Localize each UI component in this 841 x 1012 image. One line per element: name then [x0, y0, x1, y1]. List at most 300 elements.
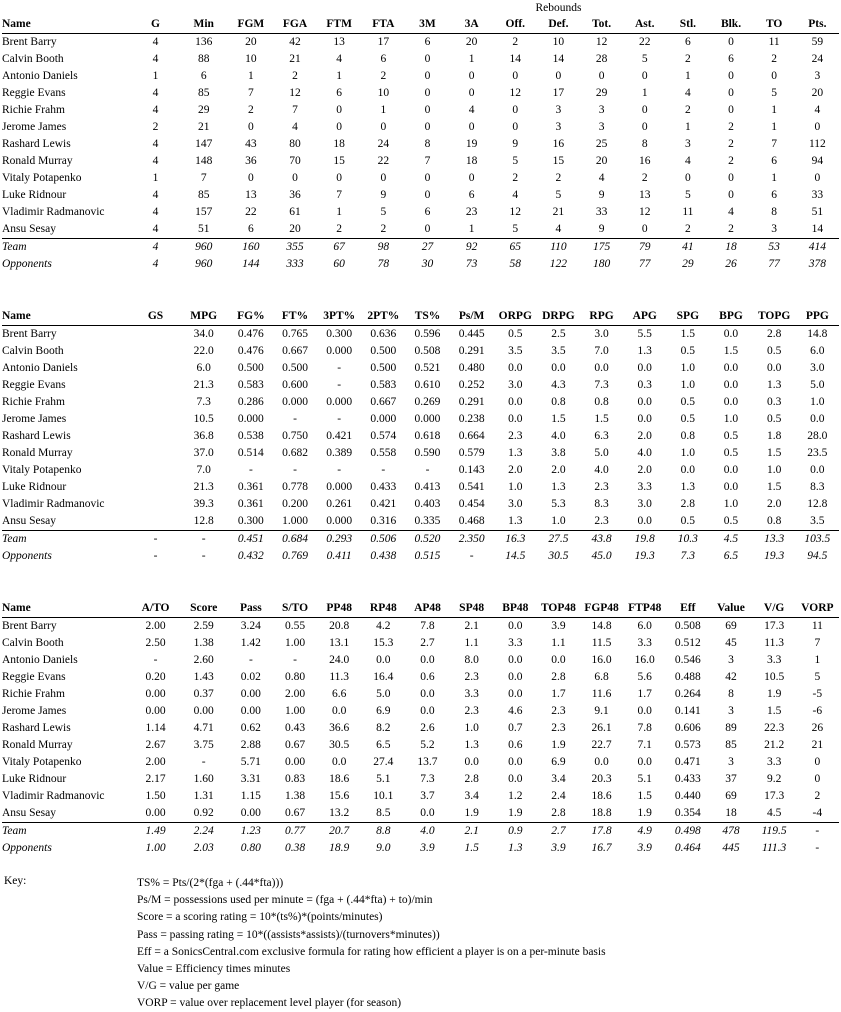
stat-cell: 0	[598, 70, 605, 82]
stat-cell: 0	[424, 121, 431, 133]
stat-cell: 2.5	[551, 328, 566, 340]
stat-cell: 0.252	[458, 379, 485, 391]
stat-cell: 11	[682, 206, 694, 218]
stat-cell: 3.7	[420, 790, 435, 802]
stat-cell: 103.5	[804, 533, 831, 545]
stat-cell: 0.6	[420, 671, 435, 683]
stat-cell: 85	[197, 87, 210, 99]
stat-cell: 5	[555, 189, 562, 201]
stat-cell: 19.8	[634, 533, 655, 545]
stat-cell: 2.1	[464, 825, 479, 837]
stat-cell: 136	[195, 36, 213, 48]
stat-cell: 22.3	[764, 722, 785, 734]
stat-cell: 1.50	[145, 790, 166, 802]
stat-cell: 17	[377, 36, 390, 48]
stat-cell: 51	[811, 206, 824, 218]
stat-cell: 20	[595, 155, 608, 167]
stat-cell: 92	[465, 241, 478, 253]
stat-cell: 5.0	[594, 447, 609, 459]
key-definition: V/G = value per game	[137, 980, 240, 993]
stat-cell: 0.92	[179, 805, 229, 823]
stat-cell: 4	[152, 206, 159, 218]
stat-cell: 4	[152, 241, 159, 253]
player-name: Brent Barry	[2, 36, 57, 48]
stat-cell: 0.0	[637, 705, 652, 717]
team-total-row	[2, 239, 839, 257]
stat-cell: 2	[666, 221, 709, 239]
column-header: PPG	[796, 308, 839, 326]
stat-cell: 5.3	[551, 498, 566, 510]
stat-cell: 0.0	[508, 671, 523, 683]
stat-cell: 2.3	[508, 430, 523, 442]
stat-cell: 0.00	[145, 705, 166, 717]
stat-cell: 20.7	[329, 825, 350, 837]
stat-cell: 0.0	[637, 413, 652, 425]
column-header: Ps/M	[450, 308, 494, 326]
player-row	[2, 445, 839, 462]
stat-cell: 0.0	[766, 362, 782, 374]
stat-cell: 122	[549, 258, 568, 270]
stat-cell: 1.5	[766, 481, 782, 493]
stat-cell: 1.0	[537, 513, 580, 531]
stat-cell: 0	[555, 70, 562, 82]
stat-cell: 5.71	[240, 756, 261, 768]
stat-cell: 0.000	[237, 413, 264, 425]
stat-cell: -	[201, 756, 206, 768]
stat-cell	[132, 360, 178, 377]
stat-cell: 1.0	[723, 413, 739, 425]
per-game-stats-table	[2, 308, 839, 565]
stat-cell: 36	[289, 189, 301, 201]
stat-cell: 33	[811, 189, 824, 201]
stat-cell: 79	[638, 241, 651, 253]
key-label: Key:	[4, 875, 27, 887]
stat-cell: 0.8	[753, 513, 796, 531]
stat-cell: 16.0	[634, 654, 655, 666]
stat-cell: 2	[728, 138, 734, 150]
stat-cell: 1	[380, 104, 387, 116]
stat-cell: 1.5	[551, 413, 566, 425]
stat-cell: 27	[421, 241, 434, 253]
stat-cell: 9	[598, 189, 605, 201]
stat-cell: 0	[814, 773, 821, 785]
stat-cell: 0.778	[282, 481, 308, 493]
stat-cell: 0	[728, 104, 734, 116]
stat-cell: 0.574	[370, 430, 397, 442]
stat-cell: 3	[598, 121, 605, 133]
stat-cell: 25	[595, 138, 608, 150]
stat-cell: 6.0	[637, 620, 652, 632]
stat-cell: 9.2	[766, 773, 782, 785]
stat-cell: 1.5	[766, 705, 782, 717]
stat-cell	[132, 411, 178, 428]
advanced-stats-table	[2, 600, 839, 857]
stat-cell: 0.445	[458, 328, 485, 340]
stat-cell: -	[815, 825, 820, 837]
stat-cell: 960	[195, 241, 213, 253]
stat-cell: 15.6	[329, 790, 350, 802]
stat-cell: 2	[361, 221, 405, 239]
stat-cell: 112	[808, 138, 826, 150]
stat-cell: 0.600	[282, 379, 308, 391]
stat-cell: 0	[424, 172, 431, 184]
stat-cell: 2	[292, 70, 298, 82]
stat-cell: 4	[152, 53, 159, 65]
player-row	[2, 635, 839, 652]
key-definition: Pass = passing rating = 10*((assists*assists)/(turnovers*minutes))	[137, 928, 440, 941]
stat-cell: 0.750	[282, 430, 308, 442]
player-name: Vladimir Radmanovic	[2, 498, 105, 510]
stat-cell: 4.0	[594, 464, 609, 476]
stat-cell: 11	[768, 36, 780, 48]
player-name: Rashard Lewis	[2, 430, 71, 442]
stat-cell: 4.9	[637, 825, 652, 837]
stat-cell: 13.1	[329, 637, 350, 649]
stat-cell: 1.8	[766, 430, 782, 442]
stat-cell: 5.5	[637, 328, 652, 340]
stat-cell: 22	[638, 36, 651, 48]
stat-cell: 0.0	[551, 654, 566, 666]
stat-cell: 1	[771, 104, 778, 116]
stat-cell: 77	[638, 258, 651, 270]
stat-cell: 21.3	[193, 481, 214, 493]
column-header: BPG	[709, 308, 752, 326]
stat-cell: 7	[200, 172, 207, 184]
stat-cell: 0.0	[723, 379, 739, 391]
stat-cell: -	[337, 464, 342, 476]
stat-cell: 0.0	[508, 756, 523, 768]
player-row	[2, 170, 839, 187]
stat-cell: 0.500	[237, 362, 264, 374]
stat-cell: -	[337, 413, 342, 425]
stat-cell: 19.3	[764, 550, 785, 562]
stat-cell: 1.0	[680, 362, 696, 374]
stat-cell: 0.451	[237, 533, 264, 545]
stat-cell: 0.0	[508, 396, 523, 408]
stat-cell: 3.9	[551, 842, 566, 854]
column-header: FGA	[273, 16, 317, 34]
player-name: Vitaly Potapenko	[2, 756, 82, 768]
stat-cell: 4	[684, 155, 691, 167]
stat-cell: 2.3	[551, 705, 566, 717]
stat-cell: 378	[808, 258, 826, 270]
stat-cell: 0	[424, 53, 431, 65]
stat-cell: 4.5	[753, 805, 796, 823]
stat-cell: -5	[812, 688, 823, 700]
stat-cell: -	[815, 842, 820, 854]
stat-cell: 2.50	[145, 637, 166, 649]
key-definition: Ps/M = possessions used per minute = (fga + (.44*fta) + to)/min	[137, 894, 433, 907]
player-row	[2, 34, 839, 52]
stat-cell: 960	[195, 258, 213, 270]
stat-cell: 0	[424, 104, 431, 116]
stat-cell: 0.512	[674, 637, 701, 649]
stat-cell: 0	[336, 104, 343, 116]
stat-cell	[132, 496, 178, 513]
stat-cell: 0.583	[370, 379, 397, 391]
stat-cell: 23	[465, 206, 478, 218]
stat-cell: 1.38	[193, 637, 214, 649]
column-header: Pass	[229, 600, 273, 618]
player-name: Richie Frahm	[2, 396, 65, 408]
stat-cell: 1.60	[193, 773, 214, 785]
stat-cell: 4	[152, 104, 159, 116]
player-name: Brent Barry	[2, 620, 57, 632]
stat-cell: 2.00	[145, 620, 166, 632]
stat-cell: 144	[242, 258, 260, 270]
stat-cell: 6.6	[331, 688, 347, 700]
stat-cell: 4.0	[420, 825, 435, 837]
stat-cell: 11.5	[591, 637, 612, 649]
stat-cell: 5.0	[810, 379, 825, 391]
stat-cell: 18	[465, 155, 478, 167]
stat-cell: 4	[598, 172, 605, 184]
stat-cell: 3.0	[594, 328, 609, 340]
stat-cell: 8.8	[376, 825, 391, 837]
column-header: DRPG	[537, 308, 580, 326]
column-header: FTM	[317, 16, 361, 34]
stat-cell: 0.0	[594, 362, 609, 374]
stat-cell: 1.1	[464, 637, 479, 649]
stat-cell: 1.9	[623, 805, 666, 823]
stat-cell: -	[469, 550, 474, 562]
stat-cell: 7	[292, 104, 298, 116]
stat-cell: 1.3	[508, 842, 523, 854]
stat-cell: 69	[725, 620, 737, 632]
stat-cell: 19	[465, 138, 478, 150]
column-header: TOPG	[753, 308, 796, 326]
column-header: FGP48	[580, 600, 623, 618]
stat-cell: 0.37	[193, 688, 214, 700]
stat-cell: 0.264	[674, 688, 701, 700]
stat-cell: 0.0	[723, 481, 739, 493]
stat-cell: 1	[814, 654, 821, 666]
stat-cell: 36.6	[329, 722, 350, 734]
column-header: FG%	[229, 308, 273, 326]
stat-cell: 8.5	[361, 805, 405, 823]
stat-cell: -	[201, 533, 206, 545]
column-header: SPG	[666, 308, 709, 326]
stat-cell: 0.636	[370, 328, 397, 340]
stat-cell: 0.0	[637, 396, 652, 408]
total-label: Team	[2, 241, 27, 253]
stat-cell: -4	[796, 805, 839, 823]
stat-cell: 2.0	[637, 464, 652, 476]
stat-cell: 0	[641, 121, 648, 133]
stat-cell: 3	[728, 654, 734, 666]
stat-cell: 3.24	[240, 620, 261, 632]
stat-cell: 12	[289, 87, 301, 99]
column-header: FGM	[229, 16, 273, 34]
stat-cell: 1.9	[551, 739, 566, 751]
stat-cell: 1.38	[284, 790, 306, 802]
stat-cell: 4	[292, 121, 298, 133]
stat-cell: 24	[377, 138, 390, 150]
stat-cell: 0	[728, 36, 734, 48]
stat-cell: 0.000	[414, 413, 441, 425]
stat-cell: 445	[722, 842, 740, 854]
stat-cell: 0.498	[674, 825, 701, 837]
stat-cell: 0.0	[420, 688, 435, 700]
stat-cell: -	[337, 379, 342, 391]
stat-cell: 0.765	[282, 328, 308, 340]
stat-cell: 3	[728, 705, 734, 717]
stat-cell: 1.9	[766, 688, 782, 700]
stat-cell: 0.80	[284, 671, 306, 683]
stat-cell: 0.0	[551, 362, 566, 374]
team-total-row	[2, 823, 839, 841]
stat-cell: 0.0	[623, 513, 666, 531]
stat-cell: 2	[641, 172, 648, 184]
stat-cell: 1	[450, 221, 494, 239]
stat-cell: 5	[512, 155, 519, 167]
stat-cell: 7	[814, 637, 821, 649]
stat-cell: 414	[808, 241, 826, 253]
stat-cell: 2.4	[551, 790, 566, 802]
stat-cell: 0.667	[282, 345, 308, 357]
player-row	[2, 496, 839, 513]
stat-cell: 1.3	[494, 513, 537, 531]
stat-cell: 0.480	[458, 362, 485, 374]
box-score-totals-table	[2, 0, 839, 273]
stat-cell: 7.0	[594, 345, 609, 357]
stat-cell: 0.433	[370, 481, 397, 493]
stat-cell: 1.3	[766, 379, 782, 391]
stat-cell: 0.3	[637, 379, 652, 391]
stat-cell: 41	[682, 241, 694, 253]
stat-cell: 0.300	[229, 513, 273, 531]
stat-cell: 2.03	[193, 842, 214, 854]
player-name: Vladimir Radmanovic	[2, 206, 105, 218]
column-header: Name	[2, 308, 132, 326]
rebounds-group-header: Rebounds	[535, 2, 582, 14]
stat-cell: 13.7	[417, 756, 438, 768]
player-row	[2, 720, 839, 737]
stat-cell: 4.6	[508, 705, 523, 717]
stat-cell: 0.514	[237, 447, 264, 459]
stat-cell: 1	[336, 70, 343, 82]
key-definition: VORP = value over replacement level player (for season)	[137, 997, 402, 1010]
stat-cell: 0.476	[237, 345, 264, 357]
stat-cell: 0.43	[284, 722, 306, 734]
player-name: Luke Ridnour	[2, 773, 67, 785]
total-label: Opponents	[2, 550, 52, 562]
player-row	[2, 102, 839, 119]
stat-cell: 0.00	[132, 805, 178, 823]
stat-cell: 51	[179, 221, 229, 239]
stat-cell: 5	[380, 206, 387, 218]
stat-cell: 29	[595, 87, 608, 99]
stat-cell: 3	[814, 70, 821, 82]
stat-cell: 7.8	[420, 620, 435, 632]
column-header: SP48	[450, 600, 494, 618]
stat-cell: 0.000	[326, 345, 353, 357]
stat-cell: 6	[771, 189, 778, 201]
team-total-row	[2, 531, 839, 549]
stat-cell: 5.6	[637, 671, 652, 683]
stat-cell: 0	[292, 172, 298, 184]
stat-cell: 0.316	[361, 513, 405, 531]
stat-cell: 0.421	[326, 430, 353, 442]
stat-cell: 175	[592, 241, 611, 253]
stat-cell: 1	[684, 121, 691, 133]
stat-cell: 7.3	[196, 396, 211, 408]
stat-cell: 36	[245, 155, 257, 167]
stat-cell: 16	[552, 138, 565, 150]
stat-cell: 1.00	[284, 705, 306, 717]
stat-cell: 1.00	[284, 637, 306, 649]
stat-cell: 0.433	[674, 773, 701, 785]
stat-cell: 2.3	[594, 481, 609, 493]
player-name: Calvin Booth	[2, 637, 64, 649]
player-name: Antonio Daniels	[2, 362, 78, 374]
stat-cell: 0.291	[458, 345, 485, 357]
stat-cell: 6.5	[376, 739, 391, 751]
column-header: Value	[709, 600, 752, 618]
stat-cell: 3.3	[766, 756, 782, 768]
stat-cell: 7.8	[637, 722, 652, 734]
stat-cell: 0.596	[414, 328, 441, 340]
stat-cell: 0	[728, 189, 734, 201]
player-row	[2, 686, 839, 703]
stat-cell: 20	[811, 87, 824, 99]
player-name: Reggie Evans	[2, 87, 66, 99]
stat-cell: 2.00	[284, 688, 306, 700]
stat-cell: 11	[811, 620, 823, 632]
stat-cell: 1	[152, 70, 159, 82]
stat-cell: 0.5	[508, 328, 523, 340]
column-header: Tot.	[580, 16, 623, 34]
stat-cell: 1.31	[193, 790, 214, 802]
stat-cell: 34.0	[193, 328, 214, 340]
stat-cell: 1.42	[240, 637, 261, 649]
stat-cell: 4	[336, 53, 343, 65]
column-header: BP48	[494, 600, 537, 618]
player-row	[2, 343, 839, 360]
stat-cell: 42	[289, 36, 301, 48]
stat-cell: 0.468	[450, 513, 494, 531]
stat-cell: 0.5	[666, 513, 709, 531]
stat-cell: 20.8	[329, 620, 350, 632]
stat-cell: 4	[132, 221, 178, 239]
player-name: Ronald Murray	[2, 739, 73, 751]
stat-cell: 8.3	[810, 481, 825, 493]
stat-cell: 3	[598, 104, 605, 116]
stat-cell: 27.5	[548, 533, 569, 545]
stat-cell: 30	[421, 258, 434, 270]
stat-cell: 19.3	[634, 550, 655, 562]
player-row	[2, 788, 839, 805]
stat-cell: 0	[468, 121, 475, 133]
stat-cell: 4.5	[723, 533, 739, 545]
column-header: TOP48	[537, 600, 580, 618]
stat-cell: 147	[195, 138, 213, 150]
stat-cell: 65	[509, 241, 522, 253]
stat-cell: 0.5	[723, 430, 739, 442]
stat-cell: 89	[725, 722, 737, 734]
stat-cell: 22.7	[591, 739, 612, 751]
stat-cell: 1.5	[464, 842, 479, 854]
column-header: Off.	[494, 16, 537, 34]
stat-cell: 1.0	[723, 498, 739, 510]
stat-cell: 29	[682, 258, 694, 270]
stat-cell: 98	[377, 241, 390, 253]
stat-cell: 21	[197, 121, 210, 133]
stat-cell: 478	[722, 825, 740, 837]
stat-cell: 0.7	[508, 722, 523, 734]
stat-cell: 14.8	[807, 328, 828, 340]
stat-cell: 1.00	[145, 842, 166, 854]
